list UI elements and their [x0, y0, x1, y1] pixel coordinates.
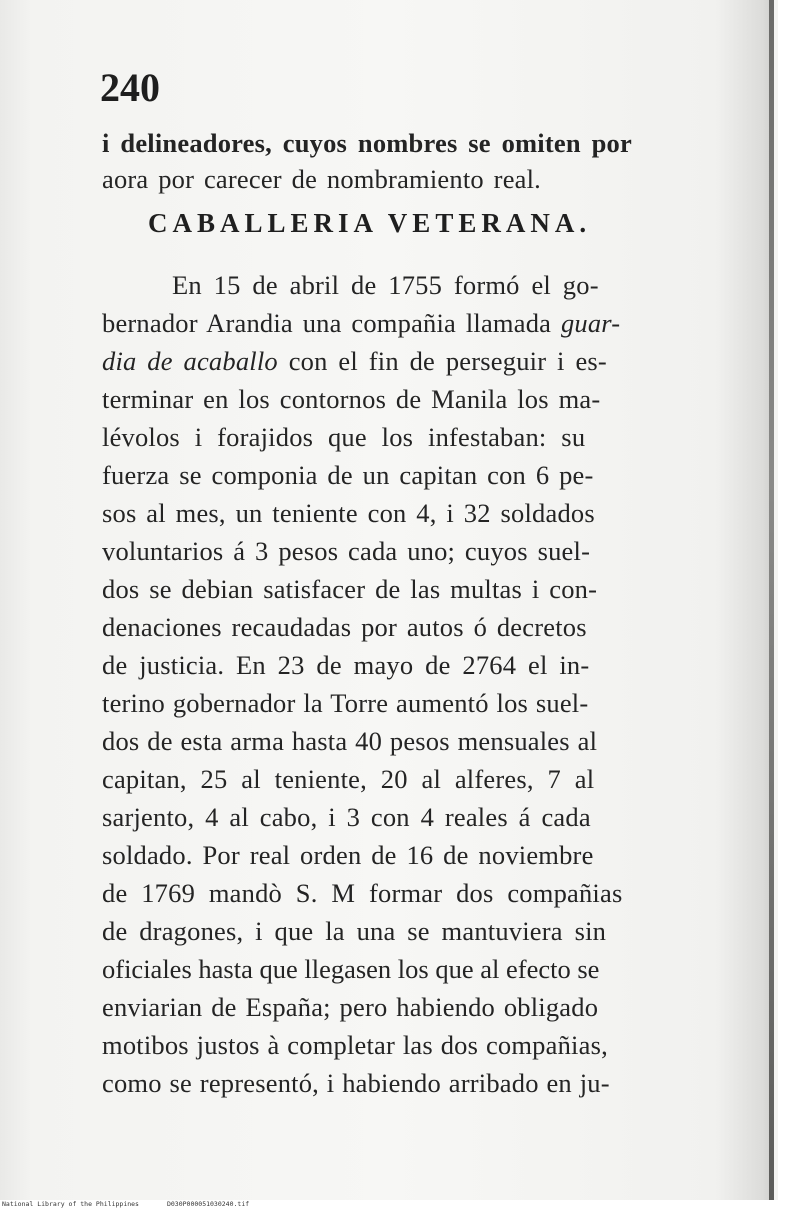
para-line-13: dos de esta arma hasta 40 pesos mensuales al [102, 726, 598, 756]
para-line-8: voluntarios á 3 pesos cada uno; cuyos suel- [102, 536, 591, 566]
para-line-2-italic: guar- [560, 308, 621, 338]
para-line-17: de 1769 mandò S. M formar dos compañias [102, 878, 623, 908]
para-line-19: oficiales hasta que llegasen los que al efecto se [102, 954, 600, 984]
scan-footer [2, 1200, 249, 1208]
para-line-5: lévolos i forajidos que los infestaban: su [102, 422, 586, 452]
para-line-22: como se representó, i habiendo arribado en ju- [102, 1068, 610, 1098]
para-line-2 [102, 308, 620, 339]
para-line-7: sos al mes, un teniente con 4, i 32 soldados [102, 498, 595, 528]
para-line-15: sarjento, 4 al cabo, i 3 con 4 reales á cada [102, 802, 591, 832]
page-number: 240 [100, 65, 160, 110]
para-line-3-italic: dia de acaballo [102, 346, 278, 376]
text-line-2: aora por carecer de nombramiento real. [102, 164, 542, 194]
para-line-3 [102, 346, 607, 377]
para-line-20: enviarian de España; pero habiendo obligado [102, 992, 599, 1022]
para-line-3-text: con el fin de perseguir i es- [288, 346, 607, 376]
para-line-1: En 15 de abril de 1755 formó el go- [172, 270, 599, 300]
footer-library: National Library of the Philippines [2, 1200, 139, 1208]
page-margin-strip [774, 0, 778, 1200]
text-line-1: i delineadores, cuyos nombres se omiten por [102, 128, 632, 158]
section-heading: CABALLERIA VETERANA. [148, 208, 592, 238]
para-line-9: dos se debian satisfacer de las multas i con- [102, 574, 598, 604]
para-line-4: terminar en los contornos de Manila los ma- [102, 384, 601, 414]
footer-filename: D030P000051030240.tif [166, 1200, 250, 1208]
para-line-11: de justicia. En 23 de mayo de 2764 el in- [102, 650, 590, 680]
para-line-2-text: bernador Arandia una compañia llamada [102, 308, 552, 338]
para-line-12: terino gobernador la Torre aumentó los suel- [102, 688, 589, 718]
para-line-6: fuerza se componia de un capitan con 6 pe- [102, 460, 594, 490]
para-line-21: motibos justos à completar las dos compañias, [102, 1030, 608, 1060]
para-line-14: capitan, 25 al teniente, 20 al alferes, 7 al [102, 764, 595, 794]
para-line-18: de dragones, i que la una se mantuviera sin [102, 916, 607, 946]
para-line-16: soldado. Por real orden de 16 de noviembre [102, 840, 594, 870]
para-line-10: denaciones recaudadas por autos ó decretos [102, 612, 587, 642]
